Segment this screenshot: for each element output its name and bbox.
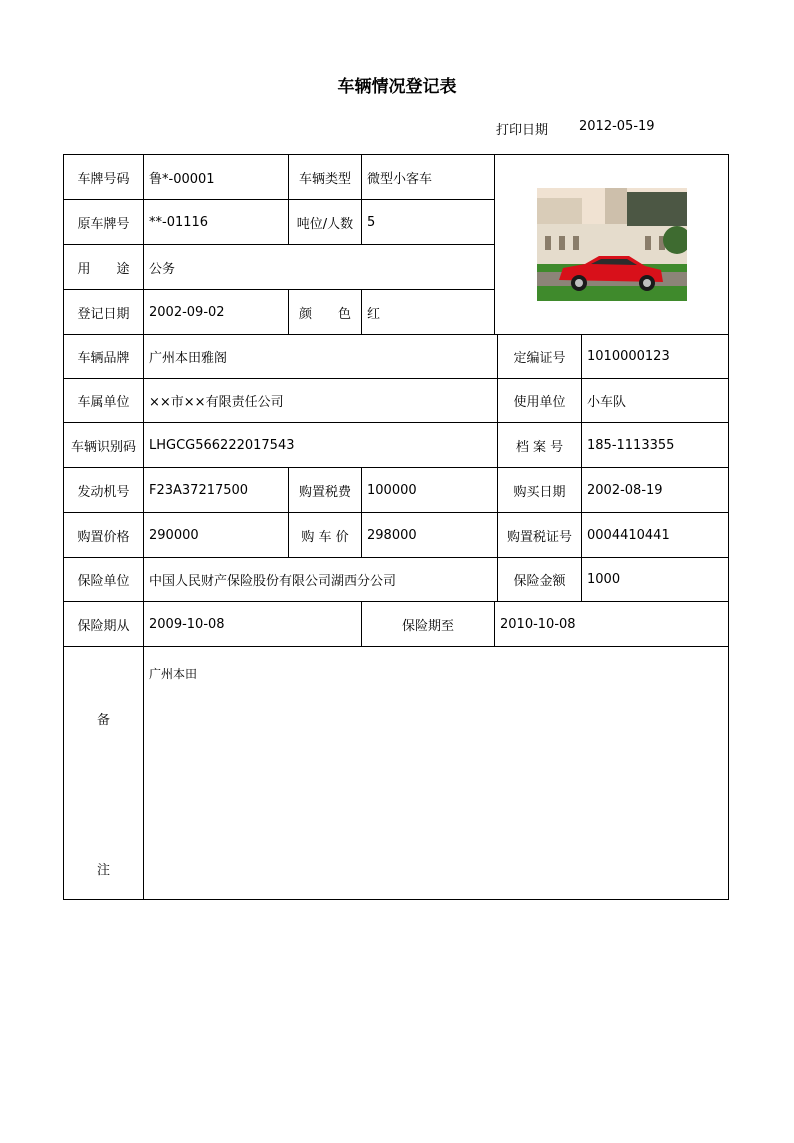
remark-value: 广州本田 [144, 647, 729, 900]
page-title: 车辆情况登记表 [337, 77, 457, 97]
usage-label: 用 途 [64, 245, 144, 290]
brand-value: 广州本田雅阁 [144, 335, 498, 379]
table-row [64, 155, 729, 200]
insurer-value: 中国人民财产保险股份有限公司湖西分公司 [144, 558, 498, 602]
price-label: 购置价格 [64, 513, 144, 558]
user-value: 小车队 [582, 379, 729, 423]
table-row [64, 513, 729, 558]
reg-date-value: 2002-09-02 [144, 290, 289, 335]
tax-fee-value: 100000 [362, 468, 498, 513]
remark-label-char-1: 备 [96, 713, 110, 728]
insurer-label: 保险单位 [64, 558, 144, 602]
price-value: 290000 [144, 513, 289, 558]
old-plate-label: 原车牌号 [64, 200, 144, 245]
print-date-value: 2012-05-19 [579, 119, 655, 134]
table-row [64, 423, 729, 468]
photo-dome [627, 192, 687, 226]
table-row [64, 379, 729, 423]
owner-label: 车属单位 [64, 379, 144, 423]
brand-label: 车辆品牌 [64, 335, 144, 379]
print-date-label: 打印日期 [496, 123, 549, 138]
owner-value: ××市××有限责任公司 [144, 379, 498, 423]
photo-cell [495, 155, 729, 335]
ins-from-value: 2009-10-08 [144, 602, 362, 647]
type-label: 车辆类型 [289, 155, 362, 200]
vehicle-registration-table [63, 154, 729, 900]
vin-value: LHGCG566222017543 [144, 423, 498, 468]
table-row [64, 335, 729, 379]
reg-date-label: 登记日期 [64, 290, 144, 335]
file-value: 185-1113355 [582, 423, 729, 468]
table-row [64, 602, 729, 647]
type-value: 微型小客车 [362, 155, 495, 200]
car-photo [537, 188, 687, 301]
color-value: 红 [362, 290, 495, 335]
ins-amount-value: 1000 [582, 558, 729, 602]
ins-to-value: 2010-10-08 [495, 602, 729, 647]
ins-amount-label: 保险金额 [498, 558, 582, 602]
tax-cert-label: 购置税证号 [498, 513, 582, 558]
ins-to-label: 保险期至 [362, 602, 495, 647]
vin-label: 车辆识别码 [64, 423, 144, 468]
buy-date-value: 2002-08-19 [582, 468, 729, 513]
quota-label: 定编证号 [498, 335, 582, 379]
remark-label-char-2: 注 [96, 863, 110, 878]
plate-value: 鲁*-00001 [144, 155, 289, 200]
car-price-label: 购 车 价 [289, 513, 362, 558]
old-plate-value: **-01116 [144, 200, 289, 245]
buy-date-label: 购买日期 [498, 468, 582, 513]
tax-cert-value: 0004410441 [582, 513, 729, 558]
user-label: 使用单位 [498, 379, 582, 423]
tonnage-label: 吨位/人数 [289, 200, 362, 245]
table-row [64, 647, 729, 900]
remark-label [64, 647, 144, 900]
file-label: 档 案 号 [498, 423, 582, 468]
car-price-value: 298000 [362, 513, 498, 558]
tonnage-value: 5 [362, 200, 495, 245]
table-row [64, 558, 729, 602]
engine-label: 发动机号 [64, 468, 144, 513]
tax-fee-label: 购置税费 [289, 468, 362, 513]
engine-value: F23A37217500 [144, 468, 289, 513]
table-row [64, 468, 729, 513]
plate-label: 车牌号码 [64, 155, 144, 200]
usage-value: 公务 [144, 245, 495, 290]
ins-from-label: 保险期从 [64, 602, 144, 647]
quota-value: 1010000123 [582, 335, 729, 379]
color-label: 颜 色 [289, 290, 362, 335]
